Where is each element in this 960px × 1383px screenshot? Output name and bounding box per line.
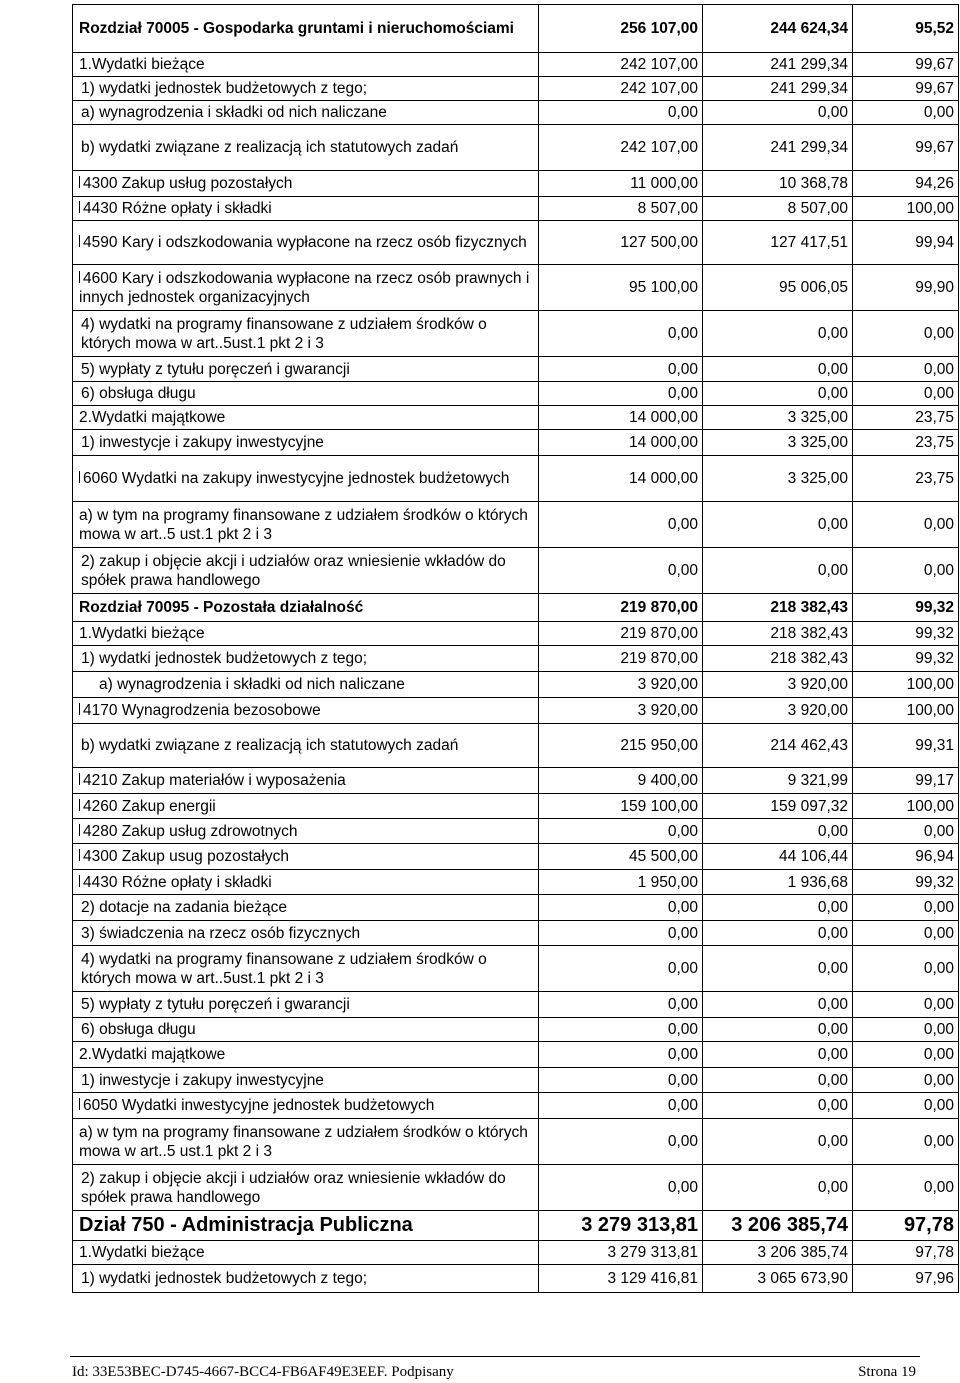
value-plan: 219 870,00 (539, 622, 703, 646)
value-proc: 23,75 (853, 430, 959, 456)
value-plan: 0,00 (539, 1093, 703, 1119)
value-proc: 99,67 (853, 125, 959, 171)
value-plan: 14 000,00 (539, 456, 703, 502)
value-plan: 0,00 (539, 895, 703, 921)
row-label: 2) dotacje na zadania bieżące (81, 899, 287, 916)
table-row (73, 1093, 959, 1119)
value-plan: 215 950,00 (539, 724, 703, 768)
value-wyk: 244 624,34 (703, 5, 853, 53)
row-label: 4300 Zakup usug pozostałych (83, 848, 289, 865)
value-proc: 99,67 (853, 77, 959, 101)
value-plan: 0,00 (539, 1042, 703, 1068)
row-label: 2) zakup i objęcie akcji i udziałów oraz wniesienie wkładów do spółek prawa handlowego (81, 552, 506, 589)
table-row (73, 724, 959, 768)
row-label: 4) wydatki na programy finansowane z udziałem środków o których mowa w art..5ust.1 pkt 2 i 3 (81, 315, 487, 352)
value-plan: 0,00 (539, 1165, 703, 1211)
value-proc: 0,00 (853, 1042, 959, 1068)
value-wyk: 8 507,00 (703, 197, 853, 221)
value-proc: 95,52 (853, 5, 959, 53)
value-wyk: 3 325,00 (703, 456, 853, 502)
row-label: 4170 Wynagrodzenia bezosobowe (83, 702, 321, 719)
row-label-cell (73, 1241, 539, 1265)
value-proc: 0,00 (853, 382, 959, 406)
row-label: 1) wydatki jednostek budżetowych z tego; (81, 650, 368, 667)
row-label: 4) wydatki na programy finansowane z udziałem środków o których mowa w art..5ust.1 pkt 2 i 3 (81, 950, 487, 987)
row-label-cell (73, 672, 539, 698)
value-wyk: 0,00 (703, 382, 853, 406)
row-label-cell (73, 1211, 539, 1241)
value-plan: 0,00 (539, 992, 703, 1018)
row-label-cell (73, 382, 539, 406)
row-label: 1.Wydatki bieżące (79, 56, 205, 73)
value-wyk: 241 299,34 (703, 53, 853, 77)
row-label: 3) świadczenia na rzecz osób fizycznych (81, 924, 361, 942)
value-wyk: 1 936,68 (703, 870, 853, 895)
row-label: 1.Wydatki bieżące (79, 625, 205, 642)
value-plan: 127 500,00 (539, 221, 703, 265)
row-label: 4600 Kary i odszkodowania wypłacone na rzecz osób prawnych i innych jednostek organizacyjnych (79, 269, 530, 306)
row-label-cell (73, 844, 539, 870)
page-number: Strona 19 (858, 1364, 916, 1380)
row-label-cell (73, 946, 539, 992)
row-label: 6060 Wydatki na zakupy inwestycyjne jednostek budżetowych (83, 470, 510, 487)
table-row (73, 171, 959, 197)
table-row (73, 768, 959, 794)
table-row (73, 622, 959, 646)
value-plan: 219 870,00 (539, 594, 703, 622)
value-plan: 0,00 (539, 101, 703, 125)
row-label-cell (73, 548, 539, 594)
value-plan: 0,00 (539, 382, 703, 406)
value-wyk: 0,00 (703, 548, 853, 594)
value-plan: 3 129 416,81 (539, 1265, 703, 1293)
value-plan: 242 107,00 (539, 125, 703, 171)
value-plan: 3 920,00 (539, 698, 703, 724)
row-label-cell (73, 53, 539, 77)
row-label: 4280 Zakup usług zdrowotnych (83, 822, 298, 840)
value-plan: 95 100,00 (539, 265, 703, 311)
row-label: a) wynagrodzenia i składki od nich naliczane (81, 104, 387, 121)
value-proc: 97,78 (853, 1241, 959, 1265)
value-wyk: 10 368,78 (703, 171, 853, 197)
table-row (73, 1018, 959, 1042)
row-label: 1) inwestycje i zakupy inwestycyjne (81, 434, 324, 451)
table-row (73, 53, 959, 77)
value-wyk: 0,00 (703, 946, 853, 992)
value-plan: 0,00 (539, 946, 703, 992)
value-wyk: 44 106,44 (703, 844, 853, 870)
row-label-cell (73, 646, 539, 672)
row-label-cell (73, 265, 539, 311)
row-label-cell (73, 77, 539, 101)
value-proc: 23,75 (853, 456, 959, 502)
row-label-cell (73, 311, 539, 357)
value-plan: 8 507,00 (539, 197, 703, 221)
value-wyk: 159 097,32 (703, 794, 853, 819)
table-row (73, 1211, 959, 1241)
value-wyk: 214 462,43 (703, 724, 853, 768)
value-proc: 99,67 (853, 53, 959, 77)
value-plan: 0,00 (539, 921, 703, 946)
table-row (73, 1165, 959, 1211)
table-row (73, 698, 959, 724)
value-wyk: 3 325,00 (703, 406, 853, 430)
value-wyk: 95 006,05 (703, 265, 853, 311)
value-plan: 9 400,00 (539, 768, 703, 794)
value-plan: 0,00 (539, 1068, 703, 1093)
table-row (73, 77, 959, 101)
table-row (73, 382, 959, 406)
table-row (73, 921, 959, 946)
row-label-cell (73, 794, 539, 819)
row-label-cell (73, 622, 539, 646)
row-label-cell (73, 1093, 539, 1119)
table-row (73, 870, 959, 895)
row-label: a) w tym na programy finansowane z udziałem środków o których mowa w art..5 ust.1 pkt 2 i 3 (79, 506, 528, 543)
row-label-cell (73, 1165, 539, 1211)
row-label: b) wydatki związane z realizacją ich statutowych zadań (81, 139, 459, 156)
value-proc: 100,00 (853, 197, 959, 221)
value-proc: 94,26 (853, 171, 959, 197)
row-label: a) wynagrodzenia i składki od nich naliczane (99, 676, 405, 693)
table-row (73, 1241, 959, 1265)
row-label-cell (73, 430, 539, 456)
row-label: 1.Wydatki bieżące (79, 1244, 205, 1261)
row-label-cell (73, 870, 539, 895)
row-label-cell (73, 921, 539, 946)
table-row (73, 125, 959, 171)
table-row (73, 197, 959, 221)
row-label: 5) wypłaty z tytułu poręczeń i gwarancji (81, 360, 350, 378)
value-proc: 0,00 (853, 1165, 959, 1211)
value-wyk: 9 321,99 (703, 768, 853, 794)
value-proc: 99,32 (853, 646, 959, 672)
value-proc: 99,90 (853, 265, 959, 311)
value-proc: 97,96 (853, 1265, 959, 1293)
footer-divider (70, 1356, 920, 1357)
value-wyk: 0,00 (703, 819, 853, 844)
row-label-cell (73, 406, 539, 430)
row-label: b) wydatki związane z realizacją ich statutowych zadań (81, 737, 459, 754)
value-proc: 99,31 (853, 724, 959, 768)
value-plan: 242 107,00 (539, 53, 703, 77)
value-plan: 14 000,00 (539, 430, 703, 456)
value-proc: 99,17 (853, 768, 959, 794)
row-label-cell (73, 1018, 539, 1042)
value-plan: 159 100,00 (539, 794, 703, 819)
table-row (73, 430, 959, 456)
row-label: 4210 Zakup materiałów i wyposażenia (83, 772, 346, 789)
value-proc: 99,32 (853, 870, 959, 895)
value-wyk: 0,00 (703, 311, 853, 357)
row-label-cell (73, 502, 539, 548)
value-proc: 0,00 (853, 311, 959, 357)
row-label: 2.Wydatki majątkowe (79, 409, 226, 426)
budget-table-body (73, 5, 959, 1293)
row-label: Dział 750 - Administracja Publiczna (79, 1214, 413, 1236)
row-label-cell (73, 101, 539, 125)
row-label-cell (73, 357, 539, 382)
table-row (73, 1265, 959, 1293)
value-wyk: 0,00 (703, 502, 853, 548)
row-label-cell (73, 895, 539, 921)
value-proc: 0,00 (853, 946, 959, 992)
table-row (73, 548, 959, 594)
value-wyk: 241 299,34 (703, 77, 853, 101)
value-wyk: 3 920,00 (703, 672, 853, 698)
value-proc: 100,00 (853, 698, 959, 724)
row-label: 4590 Kary i odszkodowania wypłacone na rzecz osób fizycznych (83, 234, 527, 251)
budget-table-container (72, 4, 958, 1293)
value-plan: 0,00 (539, 1119, 703, 1165)
value-proc: 99,32 (853, 594, 959, 622)
value-proc: 99,32 (853, 622, 959, 646)
value-proc: 97,78 (853, 1211, 959, 1241)
row-label-cell (73, 1265, 539, 1293)
value-wyk: 0,00 (703, 357, 853, 382)
table-row (73, 101, 959, 125)
value-proc: 0,00 (853, 1119, 959, 1165)
row-label-cell (73, 1119, 539, 1165)
value-plan: 0,00 (539, 357, 703, 382)
row-label: 2.Wydatki majątkowe (79, 1046, 226, 1063)
row-label: Rozdział 70095 - Pozostała działalność (79, 599, 364, 616)
row-label-cell (73, 5, 539, 53)
value-proc: 0,00 (853, 1018, 959, 1042)
value-wyk: 0,00 (703, 1042, 853, 1068)
value-wyk: 3 206 385,74 (703, 1211, 853, 1241)
table-row (73, 1042, 959, 1068)
value-wyk: 0,00 (703, 1068, 853, 1093)
value-proc: 0,00 (853, 357, 959, 382)
row-label: 1) wydatki jednostek budżetowych z tego; (81, 80, 368, 97)
row-label-cell (73, 768, 539, 794)
value-wyk: 241 299,34 (703, 125, 853, 171)
value-wyk: 0,00 (703, 921, 853, 946)
row-label-cell (73, 698, 539, 724)
table-row (73, 502, 959, 548)
value-plan: 11 000,00 (539, 171, 703, 197)
value-proc: 0,00 (853, 895, 959, 921)
value-proc: 100,00 (853, 672, 959, 698)
row-label-cell (73, 171, 539, 197)
value-plan: 45 500,00 (539, 844, 703, 870)
table-row (73, 672, 959, 698)
value-proc: 0,00 (853, 1068, 959, 1093)
document-id: Id: 33E53BEC-D745-4667-BCC4-FB6AF49E3EEF. Podpisany (72, 1364, 454, 1380)
row-label-cell (73, 456, 539, 502)
row-label: 4430 Różne opłaty i składki (83, 200, 272, 217)
table-row (73, 311, 959, 357)
value-wyk: 0,00 (703, 1093, 853, 1119)
row-label: 4300 Zakup usług pozostałych (83, 175, 293, 192)
row-label-cell (73, 221, 539, 265)
value-proc: 23,75 (853, 406, 959, 430)
row-label: 6) obsługa długu (81, 1021, 196, 1038)
value-plan: 219 870,00 (539, 646, 703, 672)
value-plan: 0,00 (539, 1018, 703, 1042)
table-row (73, 221, 959, 265)
row-label: 1) inwestycje i zakupy inwestycyjne (81, 1071, 324, 1089)
value-wyk: 3 920,00 (703, 698, 853, 724)
value-proc: 0,00 (853, 819, 959, 844)
value-proc: 0,00 (853, 548, 959, 594)
value-wyk: 0,00 (703, 101, 853, 125)
table-row (73, 357, 959, 382)
value-proc: 96,94 (853, 844, 959, 870)
value-plan: 0,00 (539, 311, 703, 357)
value-plan: 14 000,00 (539, 406, 703, 430)
row-label: 6050 Wydatki inwestycyjne jednostek budżetowych (83, 1097, 435, 1114)
value-wyk: 218 382,43 (703, 622, 853, 646)
row-label-cell (73, 125, 539, 171)
value-proc: 0,00 (853, 992, 959, 1018)
value-proc: 0,00 (853, 921, 959, 946)
table-row (73, 646, 959, 672)
value-plan: 3 279 313,81 (539, 1211, 703, 1241)
value-wyk: 0,00 (703, 992, 853, 1018)
value-proc: 0,00 (853, 101, 959, 125)
table-row (73, 594, 959, 622)
value-wyk: 218 382,43 (703, 594, 853, 622)
value-wyk: 0,00 (703, 1018, 853, 1042)
row-label: 2) zakup i objęcie akcji i udziałów oraz wniesienie wkładów do spółek prawa handlowego (81, 1169, 506, 1206)
table-row (73, 1068, 959, 1093)
value-proc: 99,94 (853, 221, 959, 265)
table-row (73, 5, 959, 53)
row-label: a) w tym na programy finansowane z udziałem środków o których mowa w art..5 ust.1 pkt 2 i 3 (79, 1123, 528, 1160)
row-label: Rozdział 70005 - Gospodarka gruntami i nieruchomościami (79, 20, 514, 37)
table-row (73, 1119, 959, 1165)
row-label-cell (73, 992, 539, 1018)
value-plan: 0,00 (539, 502, 703, 548)
value-proc: 0,00 (853, 1093, 959, 1119)
row-label-cell (73, 1068, 539, 1093)
value-plan: 256 107,00 (539, 5, 703, 53)
value-wyk: 127 417,51 (703, 221, 853, 265)
value-plan: 3 279 313,81 (539, 1241, 703, 1265)
value-wyk: 0,00 (703, 1165, 853, 1211)
row-label: 5) wypłaty z tytułu poręczeń i gwarancji (81, 996, 350, 1013)
value-plan: 3 920,00 (539, 672, 703, 698)
row-label: 1) wydatki jednostek budżetowych z tego; (81, 1270, 368, 1287)
budget-table (72, 4, 959, 1293)
table-row (73, 794, 959, 819)
value-plan: 0,00 (539, 548, 703, 594)
value-wyk: 0,00 (703, 1119, 853, 1165)
value-wyk: 3 325,00 (703, 430, 853, 456)
value-plan: 0,00 (539, 819, 703, 844)
value-plan: 1 950,00 (539, 870, 703, 895)
value-proc: 0,00 (853, 502, 959, 548)
row-label-cell (73, 1042, 539, 1068)
value-wyk: 218 382,43 (703, 646, 853, 672)
table-row (73, 946, 959, 992)
table-row (73, 265, 959, 311)
row-label: 4430 Różne opłaty i składki (83, 873, 272, 891)
value-proc: 100,00 (853, 794, 959, 819)
table-row (73, 844, 959, 870)
row-label: 4260 Zakup energii (83, 797, 216, 815)
value-wyk: 0,00 (703, 895, 853, 921)
table-row (73, 895, 959, 921)
value-wyk: 3 065 673,90 (703, 1265, 853, 1293)
value-wyk: 3 206 385,74 (703, 1241, 853, 1265)
value-plan: 242 107,00 (539, 77, 703, 101)
table-row (73, 406, 959, 430)
table-row (73, 456, 959, 502)
row-label-cell (73, 819, 539, 844)
table-row (73, 992, 959, 1018)
row-label-cell (73, 724, 539, 768)
table-row (73, 819, 959, 844)
row-label-cell (73, 197, 539, 221)
row-label-cell (73, 594, 539, 622)
row-label: 6) obsługa długu (81, 385, 196, 402)
